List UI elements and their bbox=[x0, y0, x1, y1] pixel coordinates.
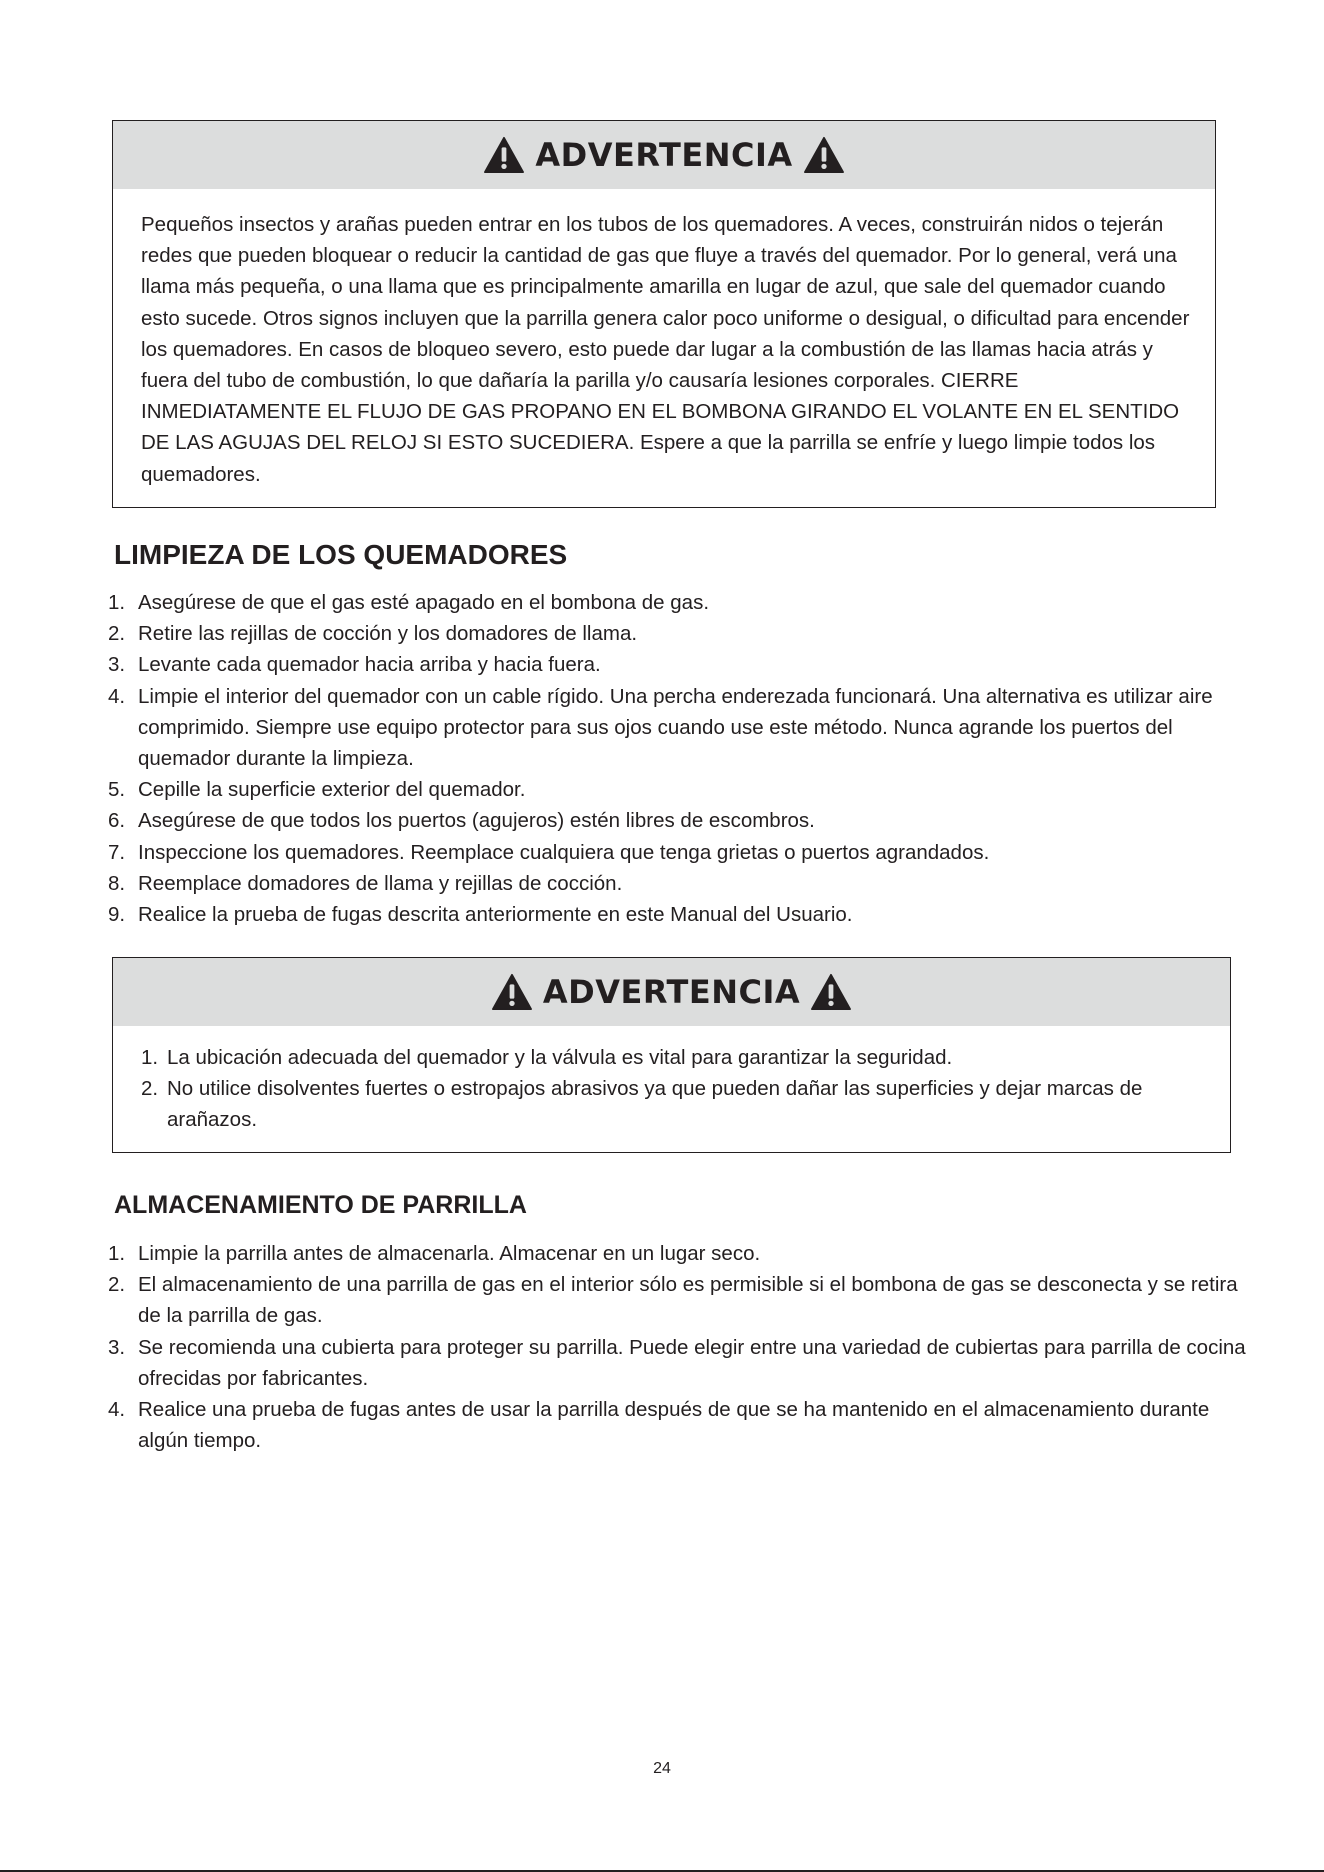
step-text: Realice una prueba de fugas antes de usar la parrilla después de que se ha mantenido en el almacenamiento durante algún tiempo. bbox=[138, 1398, 1210, 1453]
step-number: 5. bbox=[108, 778, 126, 802]
warning-body bbox=[113, 189, 1215, 490]
step-text: Realice la prueba de fugas descrita anteriormente en este Manual del Usuario. bbox=[138, 903, 853, 927]
item-text: No utilice disolventes fuertes o estropajos abrasivos ya que pueden dañar las superficies y dejar marcas de arañazos. bbox=[167, 1077, 1143, 1132]
step-number: 6. bbox=[108, 809, 126, 833]
item-number: 1. bbox=[141, 1046, 159, 1069]
storage-steps-list bbox=[108, 1238, 1248, 1456]
section-title-cleaning: LIMPIEZA DE LOS QUEMADORES bbox=[114, 539, 568, 570]
step-number: 9. bbox=[108, 903, 126, 927]
list-item bbox=[108, 899, 1218, 930]
item-number: 2. bbox=[141, 1077, 159, 1101]
item-text: La ubicación adecuada del quemador y la válvula es vital para garantizar la seguridad. bbox=[167, 1046, 953, 1069]
list-item bbox=[108, 837, 1218, 868]
list-item bbox=[108, 1269, 1248, 1331]
warning-box bbox=[112, 120, 1216, 508]
step-text: Cepille la superficie exterior del quemador. bbox=[138, 778, 526, 802]
list-item bbox=[108, 805, 1218, 836]
list-item bbox=[141, 1042, 1220, 1073]
warning-title: ADVERTENCIA bbox=[542, 973, 801, 1011]
step-number: 7. bbox=[108, 840, 126, 864]
warning-header bbox=[113, 958, 1230, 1026]
step-text: Limpie el interior del quemador con un cable rígido. Una percha enderezada funcionará. Una alternativa es utilizar aire comprimido. Siempre use equipo protector para sus ojos cuando use este método. Nunca agrande los puertos del quemador durante la limpieza. bbox=[138, 684, 1213, 771]
list-item bbox=[108, 774, 1218, 805]
list-item bbox=[141, 1073, 1220, 1135]
step-number: 4. bbox=[108, 1398, 126, 1422]
warning-header bbox=[113, 121, 1215, 189]
step-text: Retire las rejillas de cocción y los domadores de llama. bbox=[138, 622, 638, 646]
warning-triangle-icon bbox=[491, 973, 533, 1011]
list-item bbox=[108, 1332, 1248, 1394]
step-number: 2. bbox=[108, 622, 126, 646]
step-number: 3. bbox=[108, 653, 126, 677]
list-item bbox=[108, 681, 1218, 775]
step-text: Limpie la parrilla antes de almacenarla. Almacenar en un lugar seco. bbox=[138, 1242, 761, 1265]
step-number: 8. bbox=[108, 871, 126, 895]
step-text: Reemplace domadores de llama y rejillas de cocción. bbox=[138, 871, 623, 895]
section-title-storage: ALMACENAMIENTO DE PARRILLA bbox=[114, 1191, 527, 1219]
step-text: Inspeccione los quemadores. Reemplace cualquiera que tenga grietas o puertos agrandados. bbox=[138, 840, 990, 864]
list-item bbox=[108, 587, 1218, 618]
step-number: 2. bbox=[108, 1273, 126, 1297]
step-text: Asegúrese de que el gas esté apagado en el bombona de gas. bbox=[138, 591, 710, 614]
page-number: 24 bbox=[653, 1760, 671, 1777]
step-text: Se recomienda una cubierta para proteger su parrilla. Puede elegir entre una variedad de cubiertas para parrilla de cocina ofrecidas por fabricantes. bbox=[138, 1335, 1246, 1390]
list-item bbox=[108, 618, 1218, 649]
warning-body bbox=[113, 1026, 1230, 1136]
step-number: 1. bbox=[108, 591, 126, 614]
step-text: Levante cada quemador hacia arriba y hacia fuera. bbox=[138, 653, 601, 677]
warning-list bbox=[141, 1042, 1220, 1136]
step-text: El almacenamiento de una parrilla de gas en el interior sólo es permisible si el bombona de gas se desconecta y se retira de la parrilla de gas. bbox=[138, 1273, 1238, 1328]
list-item bbox=[108, 649, 1218, 680]
warning-text: Pequeños insectos y arañas pueden entrar en los tubos de los quemadores. A veces, construirán nidos o tejerán redes que pueden bloquear o reducir la cantidad de gas que fluye a través del quemador. Por lo general, verá una llama más pequeña, o una llama que es principalmente amarilla en lugar de azul, que sale del quemador cuando esto sucede. Otros signos incluyen que la parrilla genera calor poco uniforme o desigual, o dificultad para encender los quemadores. En casos de bloqueo severo, esto puede dar lugar a la combustión de las llamas hacia atrás y fuera del tubo de combustión, lo que dañaría la parilla y/o causaría lesiones corporales. CIERRE INMEDIATAMENTE EL FLUJO DE GAS PROPANO EN EL BOMBONA GIRANDO EL VOLANTE EN EL SENTIDO DE LAS AGUJAS DEL RELOJ SI ESTO SUCEDIERA. Espere a que la parrilla se enfríe y luego limpie todos los quemadores. bbox=[141, 213, 1190, 486]
step-text: Asegúrese de que todos los puertos (agujeros) estén libres de escombros. bbox=[138, 809, 815, 833]
warning-triangle-icon bbox=[810, 973, 852, 1011]
warning-triangle-icon bbox=[803, 136, 845, 174]
step-number: 3. bbox=[108, 1335, 126, 1359]
list-item bbox=[108, 1238, 1248, 1269]
warning-triangle-icon bbox=[483, 136, 525, 174]
step-number: 1. bbox=[108, 1242, 126, 1265]
list-item bbox=[108, 868, 1218, 899]
warning-box bbox=[112, 957, 1231, 1153]
warning-title: ADVERTENCIA bbox=[535, 136, 793, 174]
list-item bbox=[108, 1394, 1248, 1456]
step-number: 4. bbox=[108, 684, 126, 708]
cleaning-steps-list bbox=[108, 587, 1218, 930]
